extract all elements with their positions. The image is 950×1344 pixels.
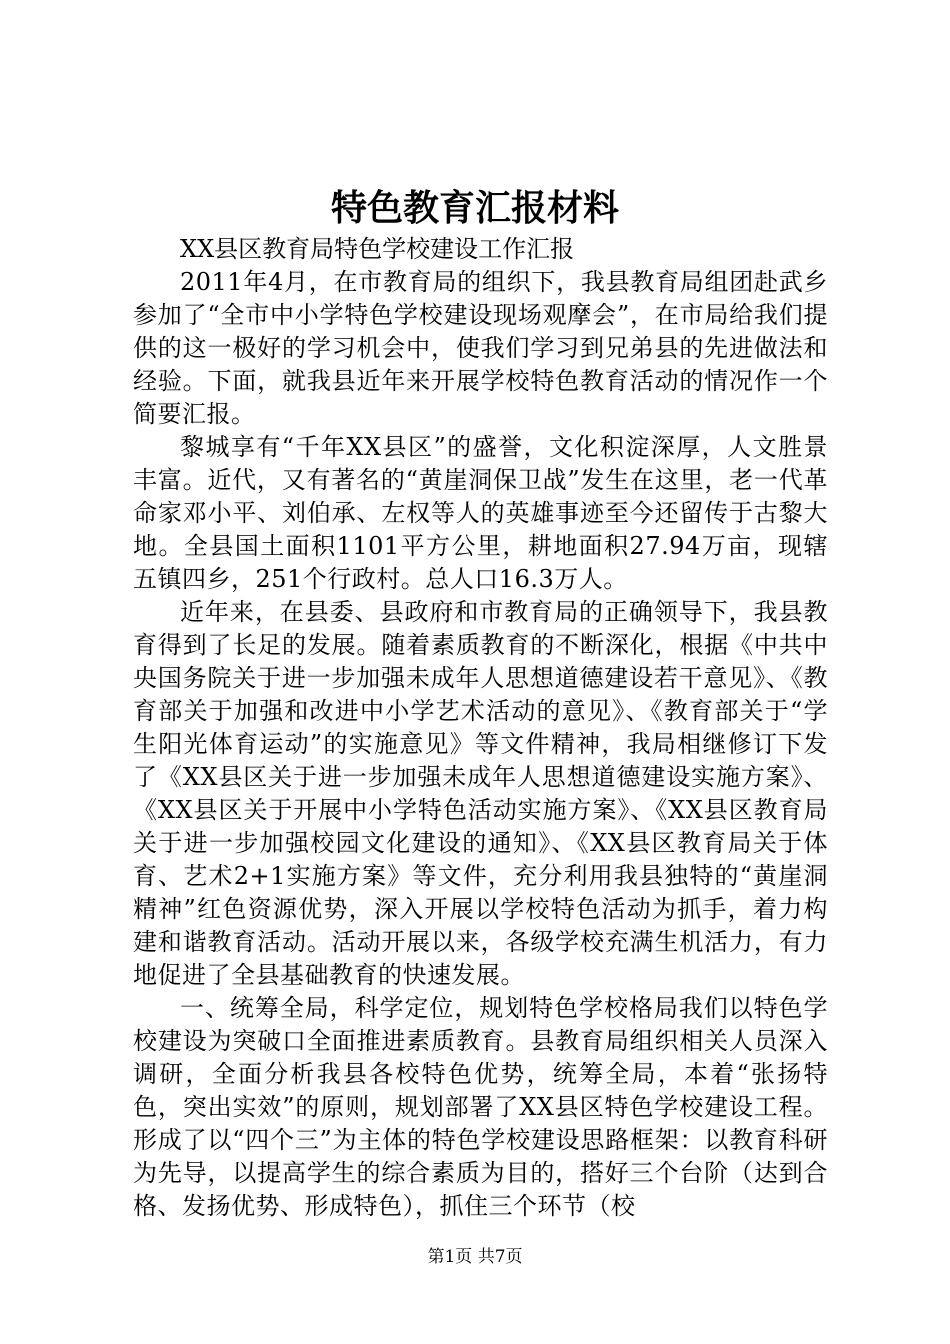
document-body — [133, 266, 828, 1223]
paragraph-background: 黎城享有“千年XX县区”的盛誉，文化积淀深厚，人文胜景丰富。近代，又有著名的“黄崖洞保卫战”发生在这里，老一代革命家邓小平、刘伯承、左权等人的英雄事迹至今还留传于古黎大地。全县国土面积1101平方公里，耕地面积27.94万亩，现辖五镇四乡，251个行政村。总人口16.3万人。 — [133, 433, 828, 593]
page-number-footer: 第1页 共7页 — [427, 1247, 523, 1267]
paragraph-section-one: 一、统筹全局，科学定位，规划特色学校格局我们以特色学校建设为突破口全面推进素质教育。县教育局组织相关人员深入调研，全面分析我县各校特色优势，统筹全局，本着“张扬特色，突出实效”的原则，规划部署了XX县区特色学校建设工程。形成了以“四个三”为主体的特色学校建设思路框架：以教育科研为先导，以提高学生的综合素质为目的，搭好三个台阶（达到合格、发扬优势、形成特色），抓住三个环节（校 — [133, 994, 828, 1220]
document-subtitle: XX县区教育局特色学校建设工作汇报 — [180, 235, 575, 263]
document-title: 特色教育汇报材料 — [330, 187, 619, 229]
paragraph-development: 近年来，在县委、县政府和市教育局的正确领导下，我县教育得到了长足的发展。随着素质教育的不断深化，根据《中共中央国务院关于进一步加强未成年人思想道德建设若干意见》、《教育部关于加强和改进中小学艺术活动的意见》、《教育部关于“学生阳光体育运动”的实施意见》等文件精神，我局相继修订下发了《XX县区关于进一步加强未成年人思想道德建设实施方案》、《XX县区关于开展中小学特色活动实施方案》、《XX县区教育局关于进一步加强校园文化建设的通知》、《XX县区教育局关于体育、艺术2+1实施方案》等文件，充分利用我县独特的“黄崖洞精神”红色资源优势，深入开展以学校特色活动为抓手，着力构建和谐教育活动。活动开展以来，各级学校充满生机活力，有力地促进了全县基础教育的快速发展。 — [133, 598, 828, 989]
paragraph-intro: 2011年4月，在市教育局的组织下，我县教育局组团赴武乡参加了“全市中小学特色学校建设现场观摩会”，在市局给我们提供的这一极好的学习机会中，使我们学习到兄弟县的先进做法和经验。下面，就我县近年来开展学校特色教育活动的情况作一个简要汇报。 — [133, 268, 828, 428]
